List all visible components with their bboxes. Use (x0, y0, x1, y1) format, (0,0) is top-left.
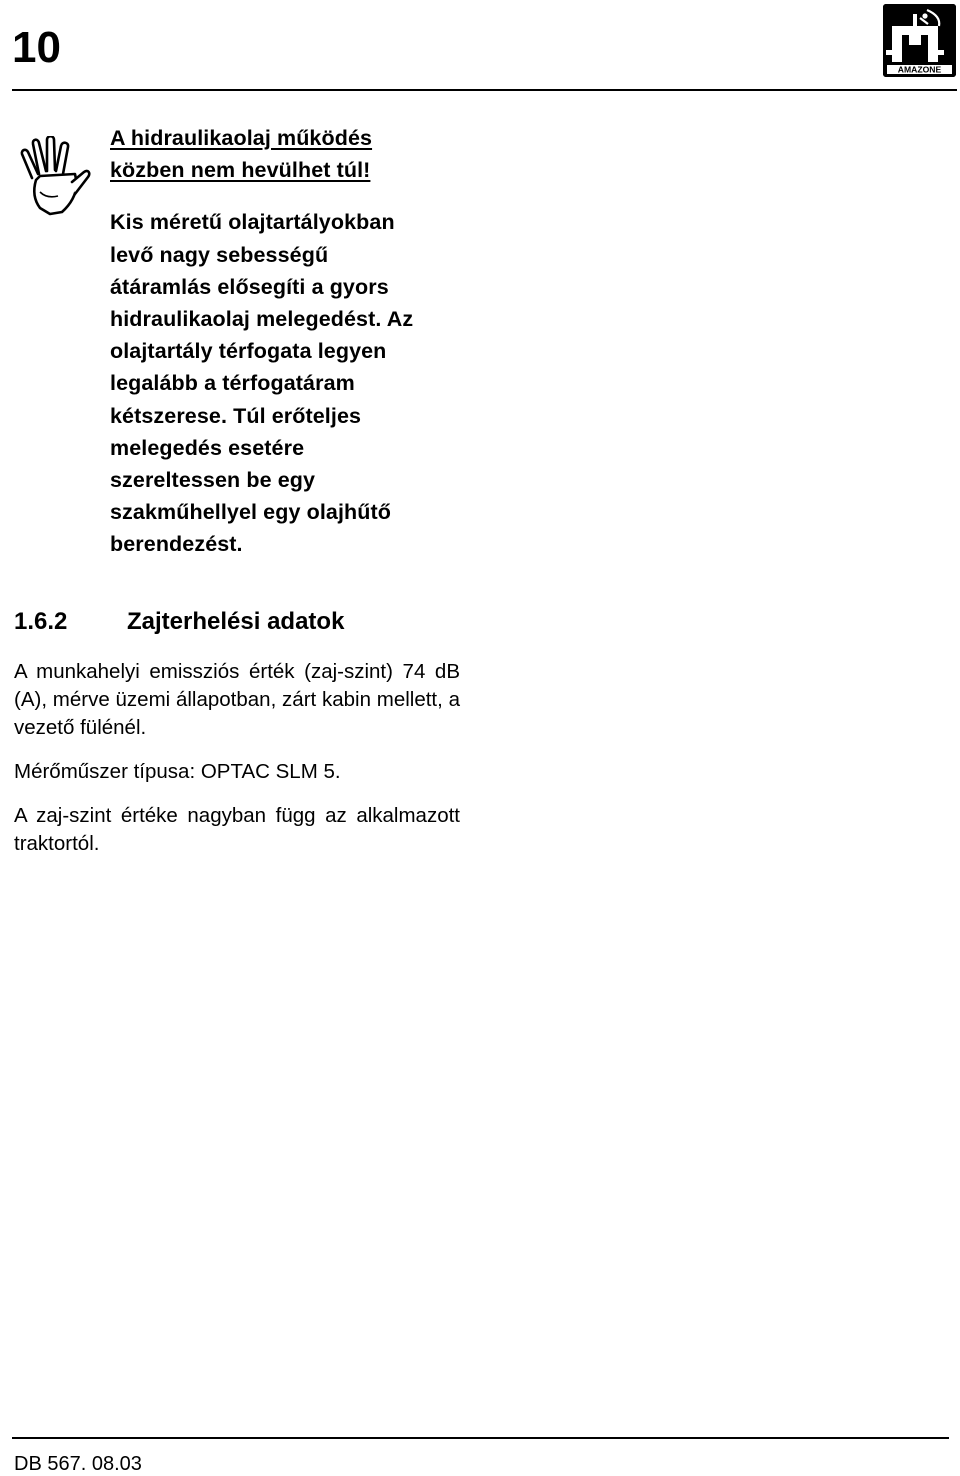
paragraph-instrument: Mérőműszer típusa: OPTAC SLM 5. (14, 760, 341, 783)
warning-title (110, 122, 470, 186)
page-number: 10 (12, 23, 61, 72)
warning-body-line: melegedés esetére (110, 435, 305, 460)
paragraph-noise-dependency: A zaj-szint értéke nagyban függ az alkalmazott traktortól. (14, 804, 460, 855)
stop-hand-icon (16, 136, 92, 216)
warning-title-line: közben nem hevülhet túl! (110, 158, 371, 183)
warning-title-line: A hidraulikaolaj működés (110, 126, 373, 150)
warning-body-line: átáramlás elősegíti a gyors (110, 274, 389, 299)
paragraph-emission: A munkahelyi emissziós érték (zaj-szint) 74 dB (A), mérve üzemi állapotban, zárt kabin mellett, a vezető fülénél. (14, 660, 460, 739)
warning-body-line: szereltessen be egy (110, 468, 316, 493)
warning-body-line: legalább a térfogatáram (110, 371, 355, 396)
section-title: Zajterhelési adatok (127, 608, 345, 635)
warning-body-line: olajtartály térfogata legyen (110, 339, 387, 364)
amazone-logo-icon (883, 4, 956, 77)
section-heading (14, 605, 344, 639)
warning-body (110, 206, 470, 560)
warning-body-line: szakműhellyel egy olajhűtő (110, 500, 391, 525)
document-id: DB 567. 08.03 (14, 1453, 142, 1475)
footer-divider (12, 1437, 949, 1439)
warning-body-line: berendezést. (110, 532, 243, 557)
warning-body-line: hidraulikaolaj melegedést. Az (110, 307, 414, 332)
section-number: 1.6.2 (14, 608, 68, 635)
logo-wordmark: AMAZONE (897, 64, 942, 75)
warning-note (110, 122, 470, 561)
warning-body-line: Kis méretű olajtartályokban (110, 210, 395, 235)
header-divider (12, 89, 957, 91)
warning-body-line: kétszerese. Túl erőteljes (110, 403, 362, 428)
warning-body-line: levő nagy sebességű (110, 242, 329, 267)
